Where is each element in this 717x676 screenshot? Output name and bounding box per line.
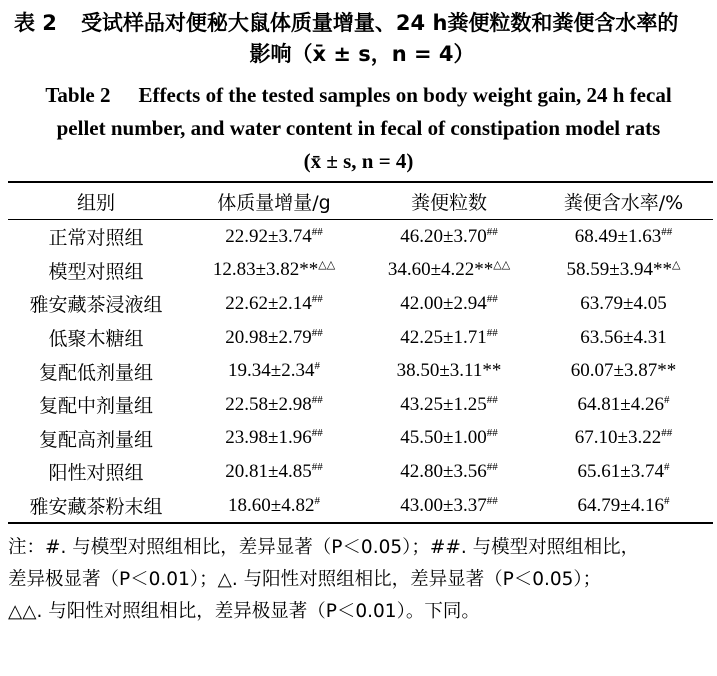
table-row [8, 422, 713, 456]
cell-value: 22.58±2.98 [225, 393, 312, 415]
table-row [8, 455, 713, 489]
cell-pellet-number [364, 287, 534, 321]
significance-mark: ## [311, 225, 323, 238]
cell-value: 64.79±4.16 [577, 494, 664, 516]
cell-weight-gain [184, 455, 364, 489]
cell-pellet-number [364, 422, 534, 456]
cell-weight-gain [184, 388, 364, 422]
significance-mark: ## [311, 460, 323, 473]
cell-value: 23.98±1.96 [225, 427, 312, 449]
cell-value: 43.25±1.25 [400, 393, 487, 415]
significance-mark: ## [486, 494, 498, 507]
cell-value: 45.50±1.00 [400, 427, 487, 449]
english-table-title [0, 79, 717, 178]
cell-weight-gain [184, 321, 364, 355]
cell-pellet-number [364, 388, 534, 422]
cell-group: 复配低剂量组 [38, 361, 153, 384]
cell-water-content [534, 455, 713, 489]
english-title-line1-text: Effects of the tested samples on body weight gain, 24 h fecal [138, 83, 672, 107]
significance-mark: ## [486, 225, 498, 238]
footnote-line2: 差异极显著（P＜0.01）；△. 与阳性对照组相比，差异显著（P＜0.05）； [8, 569, 602, 590]
significance-mark: ## [486, 326, 498, 339]
cell-water-content [534, 422, 713, 456]
cell-value: 42.00±2.94 [400, 292, 487, 314]
cell-weight-gain [184, 354, 364, 388]
significance-mark: ## [311, 326, 323, 339]
cell-group: 模型对照组 [48, 260, 144, 283]
cell-value: 20.98±2.79 [225, 326, 312, 348]
table-footnote [8, 532, 713, 628]
cell-value: 63.79±4.05 [580, 292, 667, 314]
cell-weight-gain [184, 220, 364, 254]
cell-value: 38.50±3.11** [396, 360, 502, 382]
cell-value: 65.61±3.74 [577, 460, 664, 482]
cell-pellet-number [364, 254, 534, 288]
footnote-line3: △△. 与阳性对照组相比，差异极显著（P＜0.01）。下同。 [8, 601, 480, 622]
cell-group: 低聚木糖组 [48, 328, 144, 351]
cell-water-content [534, 354, 713, 388]
significance-mark: ## [486, 393, 498, 406]
chinese-title-line1: 受试样品对便秘大鼠体质量增量、24 h粪便粒数和粪便含水率的 [80, 11, 679, 35]
significance-mark: ## [661, 225, 673, 238]
significance-mark: # [663, 494, 670, 507]
significance-mark: ## [311, 292, 323, 305]
english-table-label: Table 2 [45, 83, 111, 107]
cell-value: 67.10±3.22 [574, 427, 662, 449]
significance-mark: ## [486, 292, 498, 305]
significance-mark: # [663, 393, 670, 406]
cell-weight-gain [184, 287, 364, 321]
table-row [8, 354, 713, 388]
cell-group: 阳性对照组 [48, 462, 144, 485]
cell-value: 20.81±4.85 [225, 460, 312, 482]
cell-water-content [534, 220, 713, 254]
english-title-line3: (x̄ ± s, n = 4) [303, 149, 414, 173]
table-row [8, 388, 713, 422]
table-body [8, 220, 713, 524]
cell-weight-gain [184, 422, 364, 456]
cell-value: 22.92±3.74 [225, 225, 312, 247]
significance-mark: # [663, 460, 670, 473]
cell-pellet-number [364, 489, 534, 524]
table-row [8, 489, 713, 524]
cell-value: 46.20±3.70 [400, 225, 487, 247]
significance-mark: ## [661, 427, 673, 440]
cell-group: 正常对照组 [48, 227, 144, 250]
cell-weight-gain [184, 489, 364, 524]
cell-value: 34.60±4.22** [387, 259, 494, 281]
cell-water-content [534, 254, 713, 288]
cell-group: 复配中剂量组 [38, 395, 153, 418]
chinese-table-label: 表 2 [14, 11, 57, 35]
english-title-line2: pellet number, and water content in fecal of constipation model rats [56, 116, 661, 140]
cell-pellet-number [364, 321, 534, 355]
table-row [8, 220, 713, 254]
cell-water-content [534, 321, 713, 355]
cell-pellet-number [364, 455, 534, 489]
significance-mark: △ [671, 259, 681, 272]
results-table [8, 181, 713, 524]
chinese-table-title [12, 8, 712, 70]
table-row [8, 254, 713, 288]
table-row [8, 287, 713, 321]
header-water-content: 粪便含水率/% [563, 191, 684, 214]
significance-mark: △△ [493, 259, 511, 272]
cell-water-content [534, 388, 713, 422]
cell-value: 60.07±3.87** [570, 360, 677, 382]
cell-weight-gain [184, 254, 364, 288]
significance-mark: # [314, 494, 320, 507]
cell-value: 64.81±4.26 [577, 393, 664, 415]
cell-value: 43.00±3.37 [400, 494, 487, 516]
cell-pellet-number [364, 354, 534, 388]
header-weight-gain: 体质量增量/g [217, 191, 331, 214]
table-header-row [8, 182, 713, 220]
cell-group: 复配高剂量组 [38, 428, 153, 451]
significance-mark: △△ [318, 259, 336, 272]
cell-group: 雅安藏茶粉末组 [29, 496, 163, 519]
significance-mark: ## [311, 393, 323, 406]
significance-mark: ## [311, 427, 323, 440]
cell-value: 42.80±3.56 [400, 460, 487, 482]
table-row [8, 321, 713, 355]
english-title-line1 [0, 79, 717, 112]
header-group: 组别 [76, 191, 115, 214]
cell-value: 68.49±1.63 [574, 225, 662, 247]
footnote-line1: 注：#. 与模型对照组相比，差异显著（P＜0.05）；##. 与模型对照组相比， [8, 537, 640, 558]
cell-value: 42.25±1.71 [400, 326, 487, 348]
significance-mark: ## [486, 460, 498, 473]
significance-mark: ## [486, 427, 498, 440]
cell-value: 19.34±2.34 [228, 360, 315, 382]
header-pellet-number: 粪便粒数 [410, 191, 487, 214]
cell-value: 22.62±2.14 [225, 292, 312, 314]
cell-water-content [534, 489, 713, 524]
chinese-title-line2: 影响（x̄ ± s，n = 4） [249, 42, 475, 66]
cell-value: 58.59±3.94** [566, 259, 672, 281]
cell-value: 12.83±3.82** [212, 259, 319, 281]
cell-group: 雅安藏茶浸液组 [29, 294, 163, 317]
cell-value: 18.60±4.82 [228, 494, 315, 516]
significance-mark: # [314, 360, 320, 373]
cell-value: 63.56±4.31 [580, 326, 667, 348]
cell-pellet-number [364, 220, 534, 254]
cell-water-content [534, 287, 713, 321]
